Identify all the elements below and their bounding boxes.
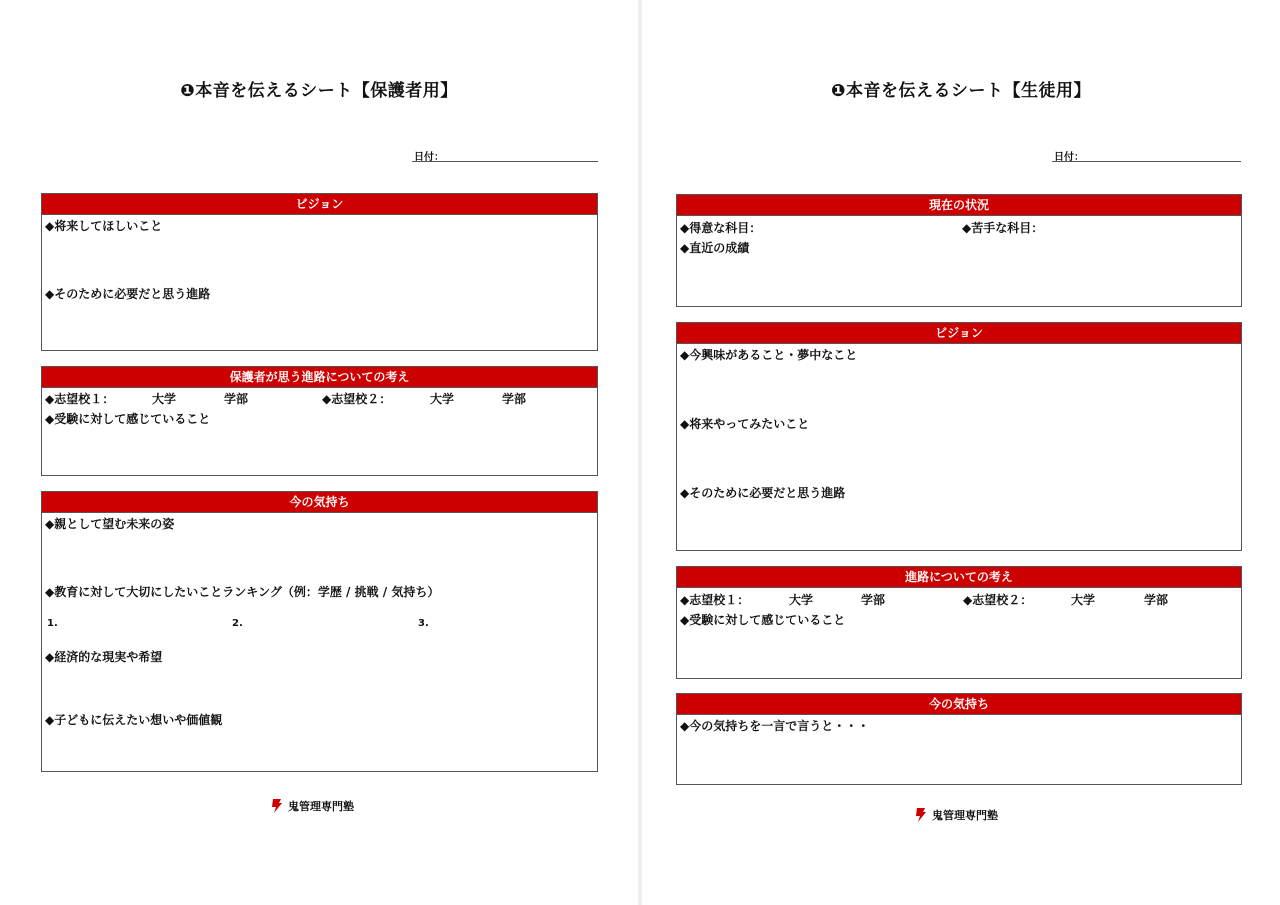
vision-section [41, 193, 598, 351]
question-exam-feelings: ◆受験に対して感じていること [680, 613, 846, 627]
question-feeling-one-word: ◆今の気持ちを一言で言うと・・・ [680, 719, 870, 733]
page-title: ❶本音を伝えるシート【保護者用】 [180, 81, 458, 101]
date-label: 日付： [414, 152, 444, 163]
status-section [676, 194, 1242, 307]
page-title: ❶本音を伝えるシート【生徒用】 [831, 81, 1091, 101]
feelings-section [41, 491, 598, 772]
choice-1-university: 大学 [789, 593, 814, 607]
oni-logo-icon [270, 798, 284, 814]
section-header: 進路についての考え [677, 567, 1241, 588]
date-label: 日付： [1054, 152, 1084, 163]
recent-grades-label: ◆直近の成績 [680, 241, 750, 255]
weak-subjects-label: ◆苦手な科目： [962, 221, 1044, 235]
choice-2-university: 大学 [430, 392, 455, 406]
good-subjects-label: ◆得意な科目： [680, 221, 762, 235]
question-values-to-convey: ◆子どもに伝えたい想いや価値観 [45, 713, 223, 727]
vision-section [676, 322, 1242, 551]
feelings-section [676, 693, 1242, 785]
rank-2: 2. [232, 618, 243, 629]
question-economic-reality: ◆経済的な現実や希望 [45, 650, 163, 664]
student-sheet-page [642, 0, 1280, 905]
logo-text: 鬼管理専門塾 [288, 800, 354, 813]
school-logo [914, 807, 998, 823]
career-section [41, 366, 598, 476]
choice-1-university: 大学 [152, 392, 177, 406]
question-education-ranking: ◆教育に対して大切にしたいことランキング（例：学歴 / 挑戦 / 気持ち） [45, 585, 440, 599]
date-field[interactable] [1052, 148, 1241, 162]
section-header: 今の気持ち [677, 694, 1241, 715]
section-header: 保護者が思う進路についての考え [42, 367, 597, 388]
parent-sheet-page [0, 0, 638, 905]
section-header: 今の気持ち [42, 492, 597, 513]
question-future-goals: ◆将来やってみたいこと [680, 417, 810, 431]
school-logo [270, 798, 354, 814]
rank-1: 1. [47, 618, 58, 629]
choice-2-label: ◆志望校２： [963, 593, 1033, 607]
section-header: ビジョン [677, 323, 1241, 344]
choice-2-department: 学部 [1144, 593, 1169, 607]
section-header: 現在の状況 [677, 195, 1241, 216]
choice-1-department: 学部 [224, 392, 249, 406]
choice-2-department: 学部 [502, 392, 527, 406]
question-desired-future: ◆親として望む未来の姿 [45, 517, 175, 531]
logo-text: 鬼管理専門塾 [932, 809, 998, 822]
rank-3: 3. [418, 618, 429, 629]
question-current-interests: ◆今興味があること・夢中なこと [680, 348, 858, 362]
date-field[interactable] [412, 148, 598, 162]
question-needed-path: ◆そのために必要だと思う進路 [45, 287, 211, 301]
choice-1-department: 学部 [861, 593, 886, 607]
oni-logo-icon [914, 807, 928, 823]
section-header: ビジョン [42, 194, 597, 215]
choice-1-label: ◆志望校１： [45, 392, 115, 406]
choice-1-label: ◆志望校１： [680, 593, 750, 607]
choice-2-label: ◆志望校２： [322, 392, 392, 406]
question-needed-path: ◆そのために必要だと思う進路 [680, 486, 846, 500]
question-exam-feelings: ◆受験に対して感じていること [45, 412, 211, 426]
question-future-wish: ◆将来してほしいこと [45, 219, 163, 233]
career-section [676, 566, 1242, 679]
choice-2-university: 大学 [1071, 593, 1096, 607]
